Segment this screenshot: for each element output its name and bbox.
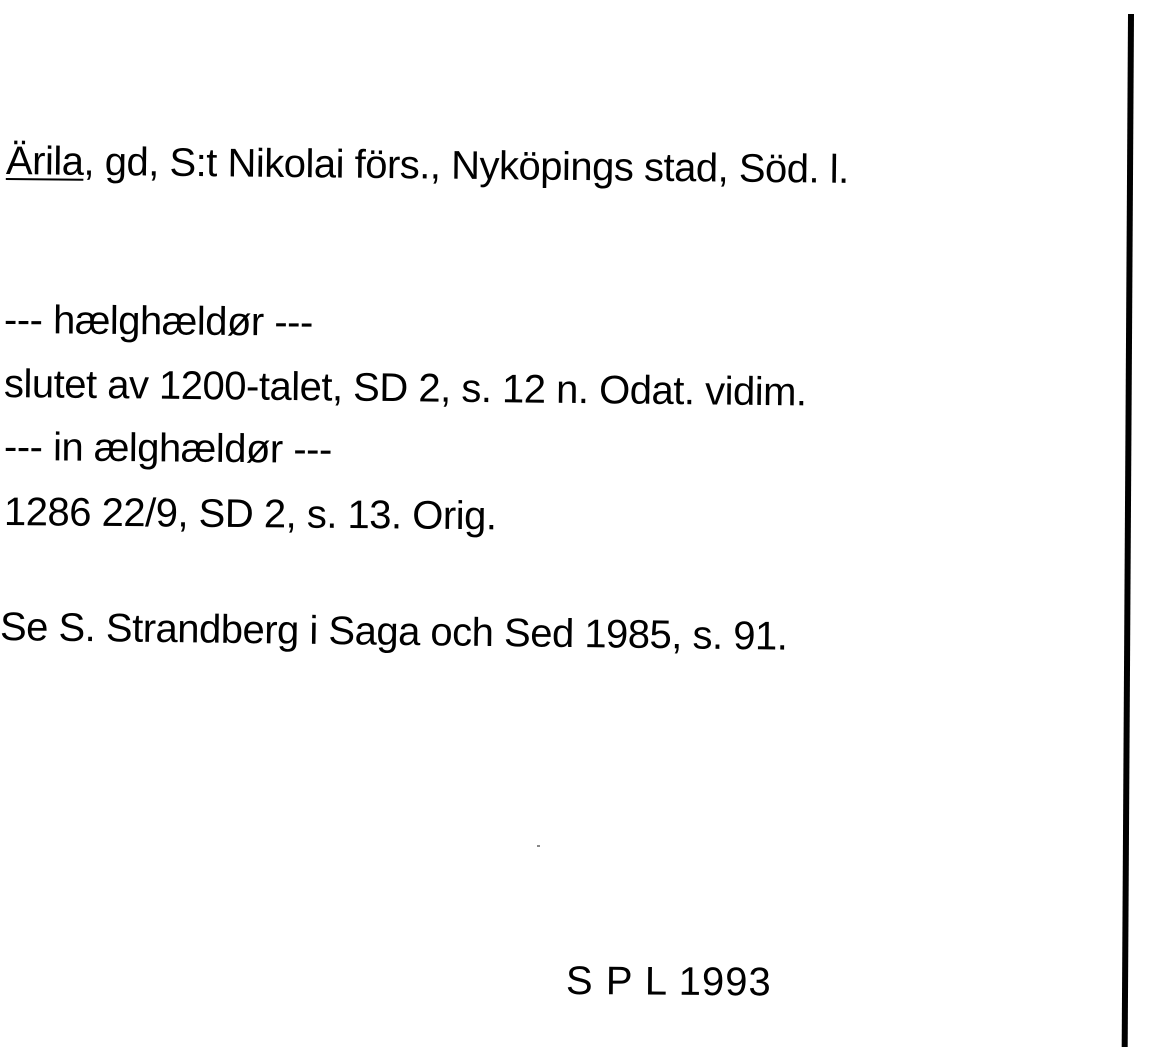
scan-speck (537, 845, 540, 847)
place-name: Ärila (5, 139, 84, 184)
literature-reference: Se S. Strandberg i Saga och Sed 1985, s. 91. (0, 605, 788, 659)
card-heading (6, 138, 849, 193)
place-description: , gd, S:t Nikolai förs., Nyköpings stad, Söd. l. (83, 139, 849, 192)
card-edge-line (1122, 14, 1134, 1047)
source-citation-2: 1286 22/9, SD 2, s. 13. Orig. (3, 490, 497, 539)
source-citation-1: slutet av 1200-talet, SD 2, s. 12 n. Odat. vidim. (3, 362, 807, 415)
name-form-2: --- in ælghældør --- (3, 425, 332, 472)
name-form-1: --- hælghældør --- (3, 298, 313, 345)
signature-year: S P L 1993 (565, 959, 772, 1005)
